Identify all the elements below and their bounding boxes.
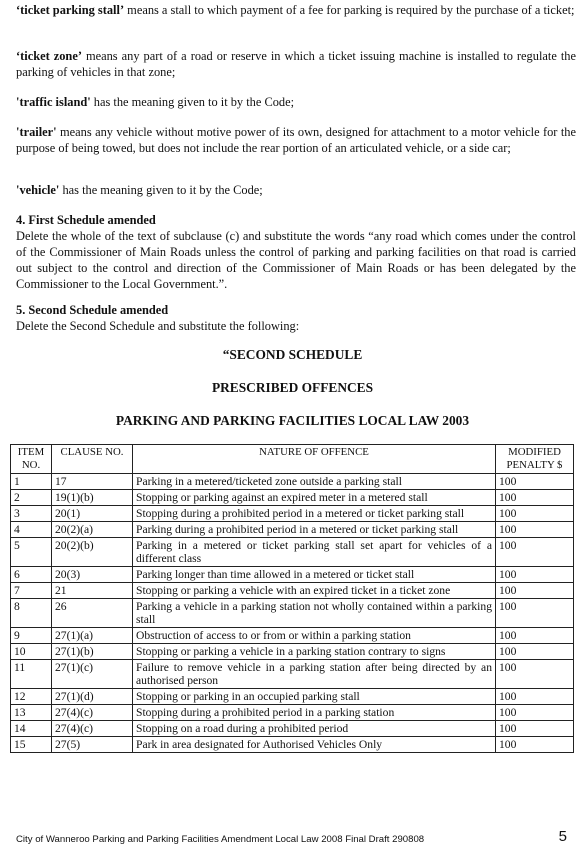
table-row	[11, 599, 574, 628]
cell-penalty: 100	[496, 506, 574, 522]
table-row	[11, 567, 574, 583]
cell-penalty: 100	[496, 737, 574, 753]
cell-clause: 27(5)	[52, 737, 133, 753]
cell-penalty: 100	[496, 660, 574, 689]
cell-clause: 21	[52, 583, 133, 599]
definition-term: ‘ticket parking stall’	[16, 3, 125, 17]
section-4	[16, 212, 576, 292]
definition-term: 'traffic island'	[16, 95, 91, 109]
definition-text: means a stall to which payment of a fee for parking is required by the purchase of a ticket;	[124, 3, 575, 17]
cell-penalty: 100	[496, 474, 574, 490]
page-number: 5	[558, 828, 567, 845]
cell-item: 3	[11, 506, 52, 522]
table-header-row	[11, 445, 574, 474]
cell-item: 14	[11, 721, 52, 737]
cell-item: 5	[11, 538, 52, 567]
cell-nature: Stopping on a road during a prohibited period	[133, 721, 496, 737]
section-4-body: Delete the whole of the text of subclause (c) and substitute the words “any road which comes under the control of the Commissioner of Main Roads unless the control of parking and parking facilities on that road is carried out subject to the control and direction of the Commissioner of Main Roads or has been delegated by the Commissioner to the Local Government.”.	[16, 229, 576, 291]
cell-clause: 19(1)(b)	[52, 490, 133, 506]
cell-item: 12	[11, 689, 52, 705]
cell-clause: 27(1)(d)	[52, 689, 133, 705]
cell-item: 2	[11, 490, 52, 506]
definition-ticket-zone	[16, 48, 576, 80]
definition-traffic-island	[16, 94, 576, 110]
cell-nature: Stopping or parking in an occupied parking stall	[133, 689, 496, 705]
cell-clause: 26	[52, 599, 133, 628]
table-row	[11, 737, 574, 753]
table-row	[11, 644, 574, 660]
cell-penalty: 100	[496, 538, 574, 567]
cell-penalty: 100	[496, 721, 574, 737]
column-header-penalty: MODIFIED PENALTY $	[496, 445, 574, 474]
section-5-title: 5. Second Schedule amended	[16, 303, 169, 317]
definition-trailer	[16, 124, 576, 156]
definition-text: has the meaning given to it by the Code;	[59, 183, 263, 197]
cell-nature: Stopping or parking against an expired meter in a metered stall	[133, 490, 496, 506]
cell-nature: Failure to remove vehicle in a parking station after being directed by an authorised person	[133, 660, 496, 689]
column-header-nature: NATURE OF OFFENCE	[133, 445, 496, 474]
table-row	[11, 583, 574, 599]
section-4-title: 4. First Schedule amended	[16, 213, 156, 227]
cell-clause: 20(2)(b)	[52, 538, 133, 567]
definition-term: 'vehicle'	[16, 183, 60, 197]
schedule-subtitle: PRESCRIBED OFFENCES	[211, 380, 374, 395]
definition-text: means any vehicle without motive power of its own, designed for attachment to a motor vehicle for the purpose of being towed, but does not include the rear portion of an articulated vehicle, or a side car;	[16, 125, 576, 155]
table-row	[11, 660, 574, 689]
table-row	[11, 689, 574, 705]
table-row	[11, 522, 574, 538]
cell-item: 11	[11, 660, 52, 689]
definition-text: means any part of a road or reserve in which a ticket issuing machine is installed to regulate the parking of vehicles in that zone;	[16, 49, 576, 79]
column-header-item: ITEM NO.	[11, 445, 52, 474]
cell-clause: 27(1)(b)	[52, 644, 133, 660]
definition-term: 'trailer'	[16, 125, 57, 139]
cell-nature: Stopping or parking a vehicle in a parking station contrary to signs	[133, 644, 496, 660]
table-row	[11, 490, 574, 506]
cell-nature: Obstruction of access to or from or within a parking station	[133, 628, 496, 644]
cell-clause: 27(4)(c)	[52, 705, 133, 721]
table-row	[11, 506, 574, 522]
section-5-body: Delete the Second Schedule and substitute the following:	[16, 319, 300, 333]
cell-clause: 20(3)	[52, 567, 133, 583]
table-row	[11, 538, 574, 567]
cell-penalty: 100	[496, 689, 574, 705]
schedule-law-title: PARKING AND PARKING FACILITIES LOCAL LAW 2003	[115, 413, 470, 428]
table-body	[11, 474, 574, 753]
cell-nature: Parking in a metered or ticket parking stall set apart for vehicles of a different class	[133, 538, 496, 567]
footer-text: City of Wanneroo Parking and Parking Facilities Amendment Local Law 2008 Final Draft 290808	[16, 834, 425, 845]
cell-nature: Stopping during a prohibited period in a parking station	[133, 705, 496, 721]
cell-item: 4	[11, 522, 52, 538]
cell-penalty: 100	[496, 628, 574, 644]
table-row	[11, 628, 574, 644]
column-header-clause: CLAUSE NO.	[52, 445, 133, 474]
section-5	[16, 302, 576, 334]
schedule-title: “SECOND SCHEDULE	[222, 347, 363, 362]
offences-table	[10, 444, 574, 753]
cell-nature: Parking in a metered/ticketed zone outside a parking stall	[133, 474, 496, 490]
cell-clause: 17	[52, 474, 133, 490]
table-row	[11, 705, 574, 721]
cell-clause: 27(1)(c)	[52, 660, 133, 689]
cell-penalty: 100	[496, 644, 574, 660]
cell-penalty: 100	[496, 599, 574, 628]
cell-item: 7	[11, 583, 52, 599]
cell-item: 6	[11, 567, 52, 583]
cell-nature: Parking a vehicle in a parking station not wholly contained within a parking stall	[133, 599, 496, 628]
cell-nature: Parking during a prohibited period in a metered or ticket parking stall	[133, 522, 496, 538]
definition-vehicle	[16, 182, 576, 198]
cell-nature: Stopping during a prohibited period in a metered or ticket parking stall	[133, 506, 496, 522]
cell-item: 15	[11, 737, 52, 753]
cell-nature: Park in area designated for Authorised Vehicles Only	[133, 737, 496, 753]
cell-clause: 20(2)(a)	[52, 522, 133, 538]
table-row	[11, 721, 574, 737]
cell-clause: 20(1)	[52, 506, 133, 522]
cell-item: 9	[11, 628, 52, 644]
cell-penalty: 100	[496, 583, 574, 599]
cell-item: 8	[11, 599, 52, 628]
cell-clause: 27(4)(c)	[52, 721, 133, 737]
definition-text: has the meaning given to it by the Code;	[90, 95, 295, 109]
cell-penalty: 100	[496, 522, 574, 538]
cell-nature: Stopping or parking a vehicle with an expired ticket in a ticket zone	[133, 583, 496, 599]
cell-penalty: 100	[496, 490, 574, 506]
cell-nature: Parking longer than time allowed in a metered or ticket stall	[133, 567, 496, 583]
cell-penalty: 100	[496, 567, 574, 583]
cell-clause: 27(1)(a)	[52, 628, 133, 644]
definition-ticket-parking-stall	[16, 2, 576, 18]
cell-item: 10	[11, 644, 52, 660]
definition-term: ‘ticket zone’	[16, 49, 82, 63]
cell-item: 13	[11, 705, 52, 721]
cell-item: 1	[11, 474, 52, 490]
table-row	[11, 474, 574, 490]
cell-penalty: 100	[496, 705, 574, 721]
